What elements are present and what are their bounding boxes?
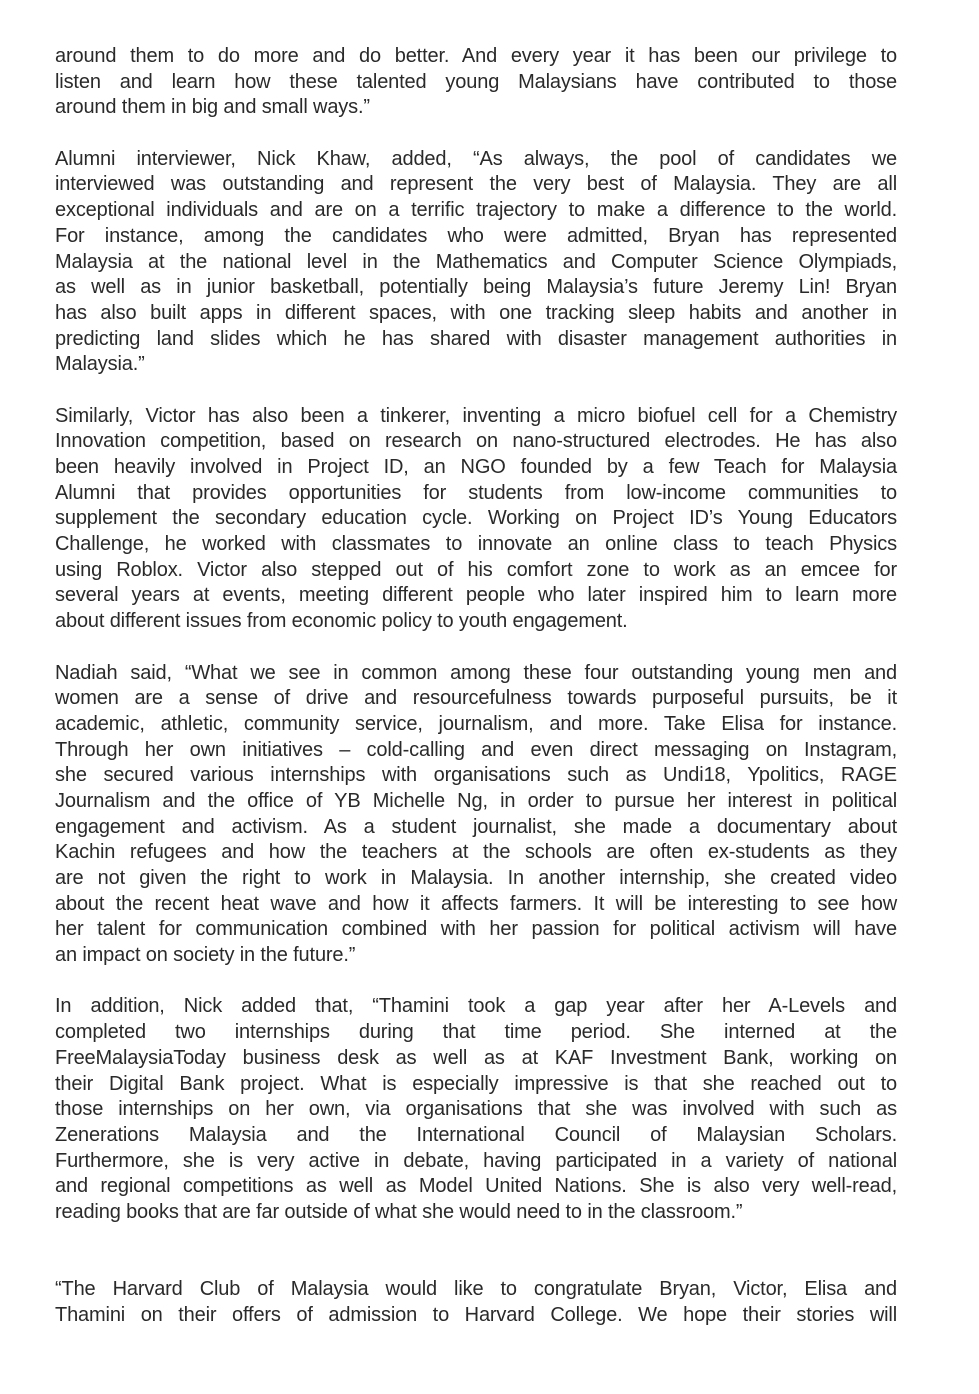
text-line: those internships on her own, via organisations that she was involved with such as <box>55 1098 897 1121</box>
paragraph-victor <box>55 404 897 635</box>
text-line: Nadiah said, “What we see in common among these four outstanding young men and <box>55 661 897 684</box>
text-line: Alumni interviewer, Nick Khaw, added, “As always, the pool of candidates we <box>55 147 897 170</box>
paragraph-nick-thamini <box>55 994 897 1225</box>
text-line: Thamini on their offers of admission to Harvard College. We hope their stories will <box>55 1303 897 1326</box>
text-line: around them in big and small ways.” <box>55 96 370 119</box>
paragraph-nadiah-elisa <box>55 661 897 969</box>
text-line: using Roblox. Victor also stepped out of his comfort zone to work as an emcee for <box>55 558 897 581</box>
text-line: several years at events, meeting different people who later inspired him to learn more <box>55 584 897 607</box>
text-line: an impact on society in the future.” <box>55 944 356 967</box>
text-line: been heavily involved in Project ID, an NGO founded by a few Teach for Malaysia <box>55 456 897 478</box>
paragraph-spacer <box>55 1226 897 1277</box>
text-line: about different issues from economic policy to youth engagement. <box>55 610 628 633</box>
text-line: their Digital Bank project. What is especially impressive is that she reached out to <box>55 1072 897 1095</box>
paragraph-nick-khaw-bryan <box>55 147 897 378</box>
paragraph-congratulations <box>55 1277 897 1328</box>
text-line: and regional competitions as well as Model United Nations. She is also very well-read, <box>55 1175 897 1198</box>
text-line: engagement and activism. As a student journalist, she made a documentary about <box>55 815 897 838</box>
text-line: exceptional individuals and are on a terrific trajectory to make a difference to the world. <box>55 199 897 222</box>
text-line: Alumni that provides opportunities for students from low-income communities to <box>55 481 897 504</box>
text-line: Innovation competition, based on research on nano-structured electrodes. He has also <box>55 430 897 453</box>
paragraph-intro-closing <box>55 44 897 121</box>
text-line: has also built apps in different spaces, with one tracking sleep habits and another in <box>55 301 897 324</box>
text-line: are not given the right to work in Malaysia. In another internship, she created video <box>55 867 897 889</box>
paragraph-spacer <box>55 121 897 147</box>
text-line: Malaysia at the national level in the Mathematics and Computer Science Olympiads, <box>55 250 897 273</box>
text-line: her talent for communication combined with her passion for political activism will have <box>55 918 897 941</box>
text-line: about the recent heat wave and how it affects farmers. It will be interesting to see how <box>55 892 897 915</box>
text-line: reading books that are far outside of what she would need to in the classroom.” <box>55 1200 743 1223</box>
text-line: predicting land slides which he has shared with disaster management authorities in <box>55 327 897 350</box>
paragraph-spacer <box>55 378 897 404</box>
text-line: For instance, among the candidates who were admitted, Bryan has represented <box>55 224 897 247</box>
text-line: women are a sense of drive and resourcefulness towards purposeful pursuits, be it <box>55 687 897 710</box>
text-line: academic, athletic, community service, journalism, and more. Take Elisa for instance. <box>55 712 897 735</box>
text-line: listen and learn how these talented young Malaysians have contributed to those <box>55 70 897 93</box>
text-line: In addition, Nick added that, “Thamini took a gap year after her A-Levels and <box>55 995 897 1018</box>
text-line: “The Harvard Club of Malaysia would like to congratulate Bryan, Victor, Elisa and <box>55 1278 897 1301</box>
text-line: supplement the secondary education cycle. Working on Project ID’s Young Educators <box>55 507 897 530</box>
paragraph-spacer <box>55 969 897 995</box>
text-line: Journalism and the office of YB Michelle Ng, in order to pursue her interest in political <box>55 789 897 812</box>
text-line: Through her own initiatives – cold-calling and even direct messaging on Instagram, <box>55 738 897 761</box>
text-line: interviewed was outstanding and represent the very best of Malaysia. They are all <box>55 173 897 196</box>
document-page <box>55 44 897 1328</box>
text-line: as well as in junior basketball, potentially being Malaysia’s future Jeremy Lin! Bryan <box>55 276 897 299</box>
text-line: Similarly, Victor has also been a tinkerer, inventing a micro biofuel cell for a Chemistry <box>55 404 897 427</box>
text-line: Malaysia.” <box>55 353 145 376</box>
text-line: Challenge, he worked with classmates to innovate an online class to teach Physics <box>55 533 897 556</box>
text-line: FreeMalaysiaToday business desk as well as at KAF Investment Bank, working on <box>55 1046 897 1069</box>
text-line: Zenerations Malaysia and the International Council of Malaysian Scholars. <box>55 1123 897 1146</box>
text-line: around them to do more and do better. And every year it has been our privilege to <box>55 45 897 67</box>
text-line: Furthermore, she is very active in debate, having participated in a variety of national <box>55 1149 897 1172</box>
text-line: she secured various internships with organisations such as Undi18, Ypolitics, RAGE <box>55 764 897 787</box>
paragraph-spacer <box>55 635 897 661</box>
text-line: completed two internships during that time period. She interned at the <box>55 1021 897 1044</box>
text-line: Kachin refugees and how the teachers at the schools are often ex-students as they <box>55 841 897 864</box>
